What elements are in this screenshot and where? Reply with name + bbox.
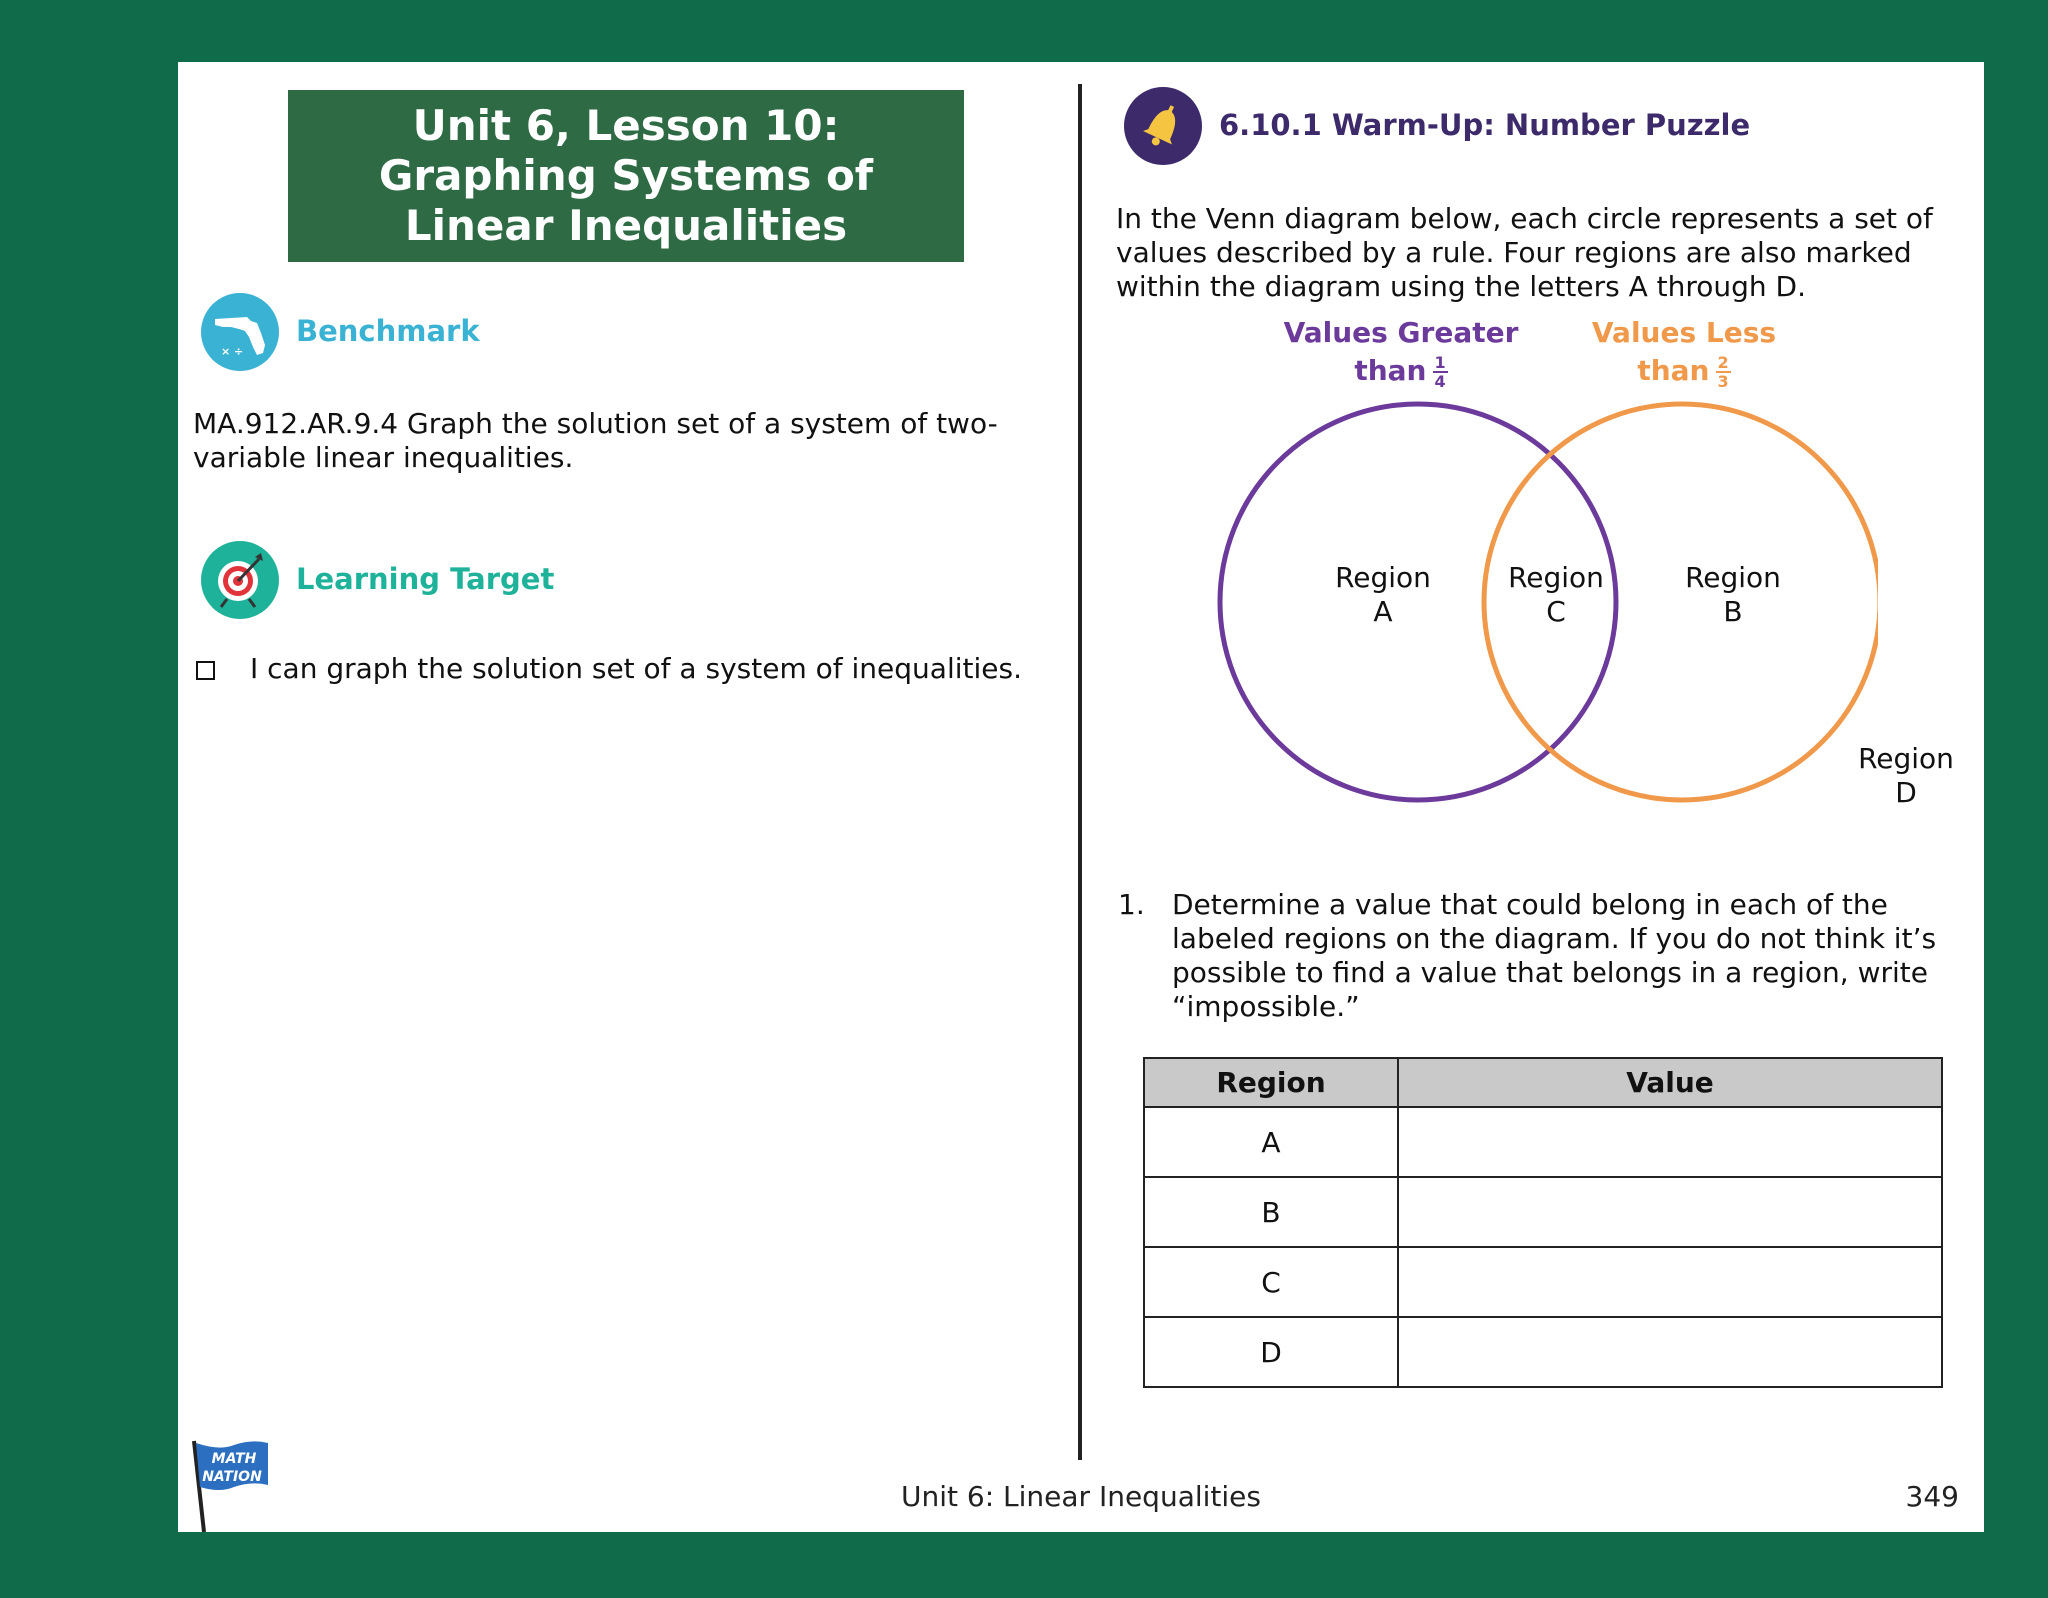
table-cell-value[interactable] xyxy=(1398,1247,1942,1317)
target-icon xyxy=(201,541,279,619)
table-cell-region: D xyxy=(1144,1317,1398,1387)
table-cell-value[interactable] xyxy=(1398,1317,1942,1387)
column-divider xyxy=(1078,84,1082,1460)
table-cell-value[interactable] xyxy=(1398,1107,1942,1177)
lesson-title: Unit 6, Lesson 10: Graphing Systems of Linear Inequalities xyxy=(288,90,964,262)
workbook-page xyxy=(178,62,1984,1532)
svg-text:× ÷: × ÷ xyxy=(221,345,244,358)
learning-target-checkbox[interactable] xyxy=(196,661,215,680)
benchmark-text: MA.912.AR.9.4 Graph the solution set of a system of two-variable linear inequalities. xyxy=(193,407,998,474)
footer-unit-title: Unit 6: Linear Inequalities xyxy=(900,1480,1261,1513)
table-cell-region: B xyxy=(1144,1177,1398,1247)
table-header-row xyxy=(1144,1058,1942,1107)
venn-left-than: than xyxy=(1354,354,1427,387)
venn-right-than: than xyxy=(1637,354,1710,387)
venn-right-frac-num: 2 xyxy=(1717,353,1729,372)
table-row xyxy=(1144,1107,1942,1177)
table-cell-value[interactable] xyxy=(1398,1177,1942,1247)
region-b-label: Region B xyxy=(1685,561,1781,628)
venn-left-label-line1: Values Greater xyxy=(1283,316,1519,349)
question-text: Determine a value that could belong in each of the labeled regions on the diagram. If you do not think it’s possible to find a value that belongs in a region, write “impossible.” xyxy=(1172,888,1937,1023)
benchmark-heading: Benchmark xyxy=(296,314,480,348)
warmup-intro: In the Venn diagram below, each circle represents a set of values described by a rule. Four regions are also marked within the diagram using the letters A through D. xyxy=(1116,202,1933,303)
venn-right-label xyxy=(1559,314,1809,390)
region-value-table xyxy=(1143,1057,1943,1388)
table-row xyxy=(1144,1177,1942,1247)
table-header-region: Region xyxy=(1144,1058,1398,1107)
venn-right-label-line1: Values Less xyxy=(1591,316,1777,349)
table-header-value: Value xyxy=(1398,1058,1942,1107)
table-row xyxy=(1144,1317,1942,1387)
learning-target-item: I can graph the solution set of a system of inequalities. xyxy=(250,652,1022,685)
venn-left-fraction xyxy=(1433,354,1448,390)
learning-target-heading: Learning Target xyxy=(296,562,555,596)
page-number: 349 xyxy=(1905,1480,1959,1513)
bell-icon xyxy=(1124,87,1202,165)
region-c-label: Region C xyxy=(1508,561,1604,628)
venn-left-label xyxy=(1266,314,1536,390)
table-row xyxy=(1144,1247,1942,1317)
warmup-heading: 6.10.1 Warm-Up: Number Puzzle xyxy=(1219,108,1751,142)
table-cell-region: C xyxy=(1144,1247,1398,1317)
region-d-label: Region D xyxy=(1858,742,1954,809)
venn-left-frac-num: 1 xyxy=(1434,353,1446,372)
question-number: 1. xyxy=(1118,888,1145,921)
venn-right-fraction xyxy=(1716,354,1731,390)
venn-right-label-line2 xyxy=(1559,352,1809,390)
logo-line1: MATH xyxy=(211,1451,257,1467)
venn-right-frac-den: 3 xyxy=(1717,372,1729,391)
florida-map-icon xyxy=(201,293,279,371)
region-a-label: Region A xyxy=(1335,561,1431,628)
table-cell-region: A xyxy=(1144,1107,1398,1177)
venn-left-label-line2 xyxy=(1266,352,1536,390)
svg-text:+ −: + − xyxy=(221,333,244,346)
venn-left-frac-den: 4 xyxy=(1434,372,1446,391)
venn-diagram xyxy=(1178,392,1878,872)
logo-line2: NATION xyxy=(202,1469,262,1485)
